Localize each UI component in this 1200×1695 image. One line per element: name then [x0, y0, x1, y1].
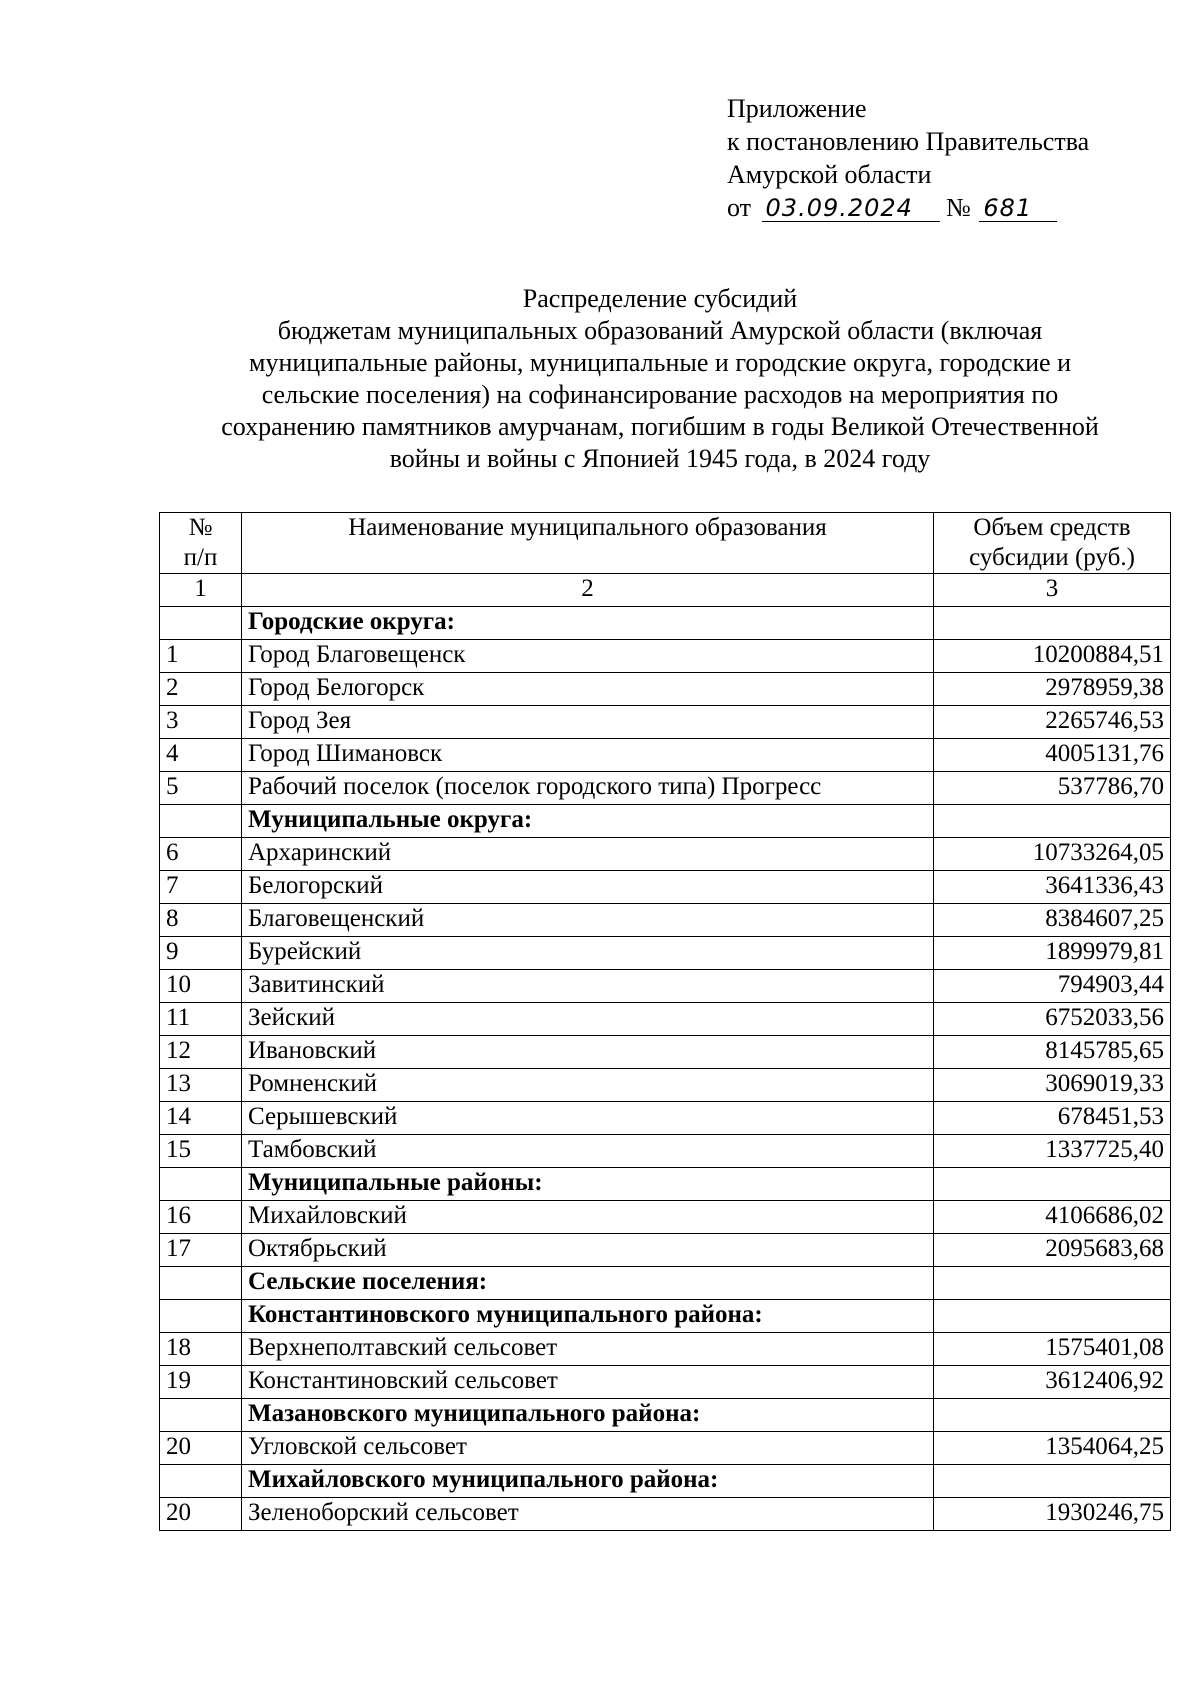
appendix-line-1: Приложение [727, 94, 867, 123]
table-row [160, 706, 1171, 739]
row-number: 13 [160, 1069, 242, 1102]
table-row [160, 1135, 1171, 1168]
row-number: 16 [160, 1201, 242, 1234]
section-title: Городские округа: [242, 607, 934, 640]
table-row [160, 1201, 1171, 1234]
header-number-line-1: № [188, 514, 213, 541]
subsidy-amount: 2978959,38 [934, 673, 1171, 706]
subsidy-amount: 1354064,25 [934, 1432, 1171, 1465]
subsidy-amount: 1899979,81 [934, 937, 1171, 970]
section-row [160, 1300, 1171, 1333]
header-number [160, 513, 242, 574]
municipality-name: Зеленоборский сельсовет [242, 1498, 934, 1531]
table-row [160, 1366, 1171, 1399]
date-prefix: от [727, 193, 752, 222]
row-number [160, 1399, 242, 1432]
header-number-line-2: п/п [183, 544, 218, 571]
subsidy-table [159, 512, 1171, 1531]
document-title [150, 283, 1170, 475]
row-number [160, 1465, 242, 1498]
subsidy-amount: 1337725,40 [934, 1135, 1171, 1168]
row-number [160, 805, 242, 838]
table-row [160, 970, 1171, 1003]
handwritten-number: 681 [979, 195, 1057, 222]
municipality-name: Тамбовский [242, 1135, 934, 1168]
row-number: 18 [160, 1333, 242, 1366]
table-row [160, 1432, 1171, 1465]
column-number-3: 3 [934, 574, 1171, 607]
section-row [160, 607, 1171, 640]
header-amount-line-1: Объем средств [973, 514, 1131, 541]
section-row [160, 1465, 1171, 1498]
subsidy-amount: 4106686,02 [934, 1201, 1171, 1234]
section-title: Мазановского муниципального района: [242, 1399, 934, 1432]
municipality-name: Город Белогорск [242, 673, 934, 706]
municipality-name: Угловской сельсовет [242, 1432, 934, 1465]
table-row [160, 1036, 1171, 1069]
row-number: 11 [160, 1003, 242, 1036]
row-number: 1 [160, 640, 242, 673]
subsidy-amount [934, 1168, 1171, 1201]
subsidy-amount [934, 1399, 1171, 1432]
subsidy-amount [934, 1465, 1171, 1498]
municipality-name: Город Благовещенск [242, 640, 934, 673]
appendix-line-2: к постановлению Правительства [727, 127, 1090, 156]
row-number: 17 [160, 1234, 242, 1267]
municipality-name: Рабочий поселок (поселок городского типа) Прогресс [242, 772, 934, 805]
table-row [160, 1102, 1171, 1135]
table-header-row [160, 513, 1171, 574]
row-number: 12 [160, 1036, 242, 1069]
section-title: Константиновского муниципального района: [242, 1300, 934, 1333]
row-number: 6 [160, 838, 242, 871]
title-line-1: Распределение субсидий [522, 284, 798, 313]
title-line-2: бюджетам муниципальных образований Амурской области (включая [277, 316, 1043, 345]
row-number: 2 [160, 673, 242, 706]
municipality-name: Благовещенский [242, 904, 934, 937]
row-number [160, 1300, 242, 1333]
subsidy-amount [934, 1267, 1171, 1300]
subsidy-amount: 678451,53 [934, 1102, 1171, 1135]
table-row [160, 1333, 1171, 1366]
subsidy-amount: 8384607,25 [934, 904, 1171, 937]
header-amount-line-2: субсидии (руб.) [969, 544, 1135, 571]
table-row [160, 838, 1171, 871]
column-number-1: 1 [160, 574, 242, 607]
appendix-block [727, 92, 1089, 224]
header-name: Наименование муниципального образования [242, 513, 934, 574]
subsidy-amount: 3069019,33 [934, 1069, 1171, 1102]
municipality-name: Ромненский [242, 1069, 934, 1102]
table-row [160, 640, 1171, 673]
table-row [160, 1069, 1171, 1102]
row-number [160, 607, 242, 640]
table-row [160, 904, 1171, 937]
row-number: 19 [160, 1366, 242, 1399]
section-row [160, 805, 1171, 838]
municipality-name: Город Шимановск [242, 739, 934, 772]
municipality-name: Верхнеполтавский сельсовет [242, 1333, 934, 1366]
municipality-name: Белогорский [242, 871, 934, 904]
municipality-name: Бурейский [242, 937, 934, 970]
subsidy-amount: 1575401,08 [934, 1333, 1171, 1366]
table-row [160, 1498, 1171, 1531]
municipality-name: Октябрьский [242, 1234, 934, 1267]
section-title: Муниципальные районы: [242, 1168, 934, 1201]
municipality-name: Завитинский [242, 970, 934, 1003]
row-number: 20 [160, 1432, 242, 1465]
title-line-4: сельские поселения) на софинансирование расходов на мероприятия по [261, 380, 1059, 409]
subsidy-amount: 2265746,53 [934, 706, 1171, 739]
title-line-3: муниципальные районы, муниципальные и городские округа, городские и [249, 348, 1071, 377]
section-row [160, 1399, 1171, 1432]
section-row [160, 1168, 1171, 1201]
subsidy-amount: 4005131,76 [934, 739, 1171, 772]
table-row [160, 1234, 1171, 1267]
subsidy-amount: 794903,44 [934, 970, 1171, 1003]
column-number-row [160, 574, 1171, 607]
row-number: 5 [160, 772, 242, 805]
title-line-5: сохранению памятников амурчанам, погибшим в годы Великой Отечественной [221, 412, 1099, 441]
header-amount [934, 513, 1171, 574]
number-prefix: № [946, 193, 971, 222]
municipality-name: Константиновский сельсовет [242, 1366, 934, 1399]
subsidy-amount [934, 805, 1171, 838]
table-row [160, 772, 1171, 805]
municipality-name: Серышевский [242, 1102, 934, 1135]
subsidy-amount: 8145785,65 [934, 1036, 1171, 1069]
row-number: 3 [160, 706, 242, 739]
row-number: 4 [160, 739, 242, 772]
subsidy-amount: 10200884,51 [934, 640, 1171, 673]
column-number-2: 2 [242, 574, 934, 607]
section-row [160, 1267, 1171, 1300]
table-row [160, 739, 1171, 772]
subsidy-amount [934, 1300, 1171, 1333]
row-number: 9 [160, 937, 242, 970]
row-number: 8 [160, 904, 242, 937]
table-row [160, 1003, 1171, 1036]
subsidy-amount: 537786,70 [934, 772, 1171, 805]
subsidy-amount: 3641336,43 [934, 871, 1171, 904]
row-number [160, 1168, 242, 1201]
table-row [160, 937, 1171, 970]
table-row [160, 673, 1171, 706]
subsidy-amount: 6752033,56 [934, 1003, 1171, 1036]
appendix-line-3: Амурской области [727, 160, 932, 189]
row-number: 15 [160, 1135, 242, 1168]
section-title: Михайловского муниципального района: [242, 1465, 934, 1498]
table-row [160, 871, 1171, 904]
row-number: 7 [160, 871, 242, 904]
title-line-6: войны и войны с Японией 1945 года, в 2024 году [389, 444, 931, 473]
row-number: 20 [160, 1498, 242, 1531]
subsidy-amount: 1930246,75 [934, 1498, 1171, 1531]
municipality-name: Зейский [242, 1003, 934, 1036]
row-number [160, 1267, 242, 1300]
subsidy-amount: 10733264,05 [934, 838, 1171, 871]
subsidy-amount: 3612406,92 [934, 1366, 1171, 1399]
section-title: Муниципальные округа: [242, 805, 934, 838]
municipality-name: Архаринский [242, 838, 934, 871]
municipality-name: Михайловский [242, 1201, 934, 1234]
handwritten-date: 03.09.2024 [762, 195, 940, 222]
row-number: 10 [160, 970, 242, 1003]
subsidy-amount [934, 607, 1171, 640]
municipality-name: Ивановский [242, 1036, 934, 1069]
subsidy-amount: 2095683,68 [934, 1234, 1171, 1267]
appendix-date-line [727, 191, 1089, 224]
row-number: 14 [160, 1102, 242, 1135]
municipality-name: Город Зея [242, 706, 934, 739]
section-title: Сельские поселения: [242, 1267, 934, 1300]
